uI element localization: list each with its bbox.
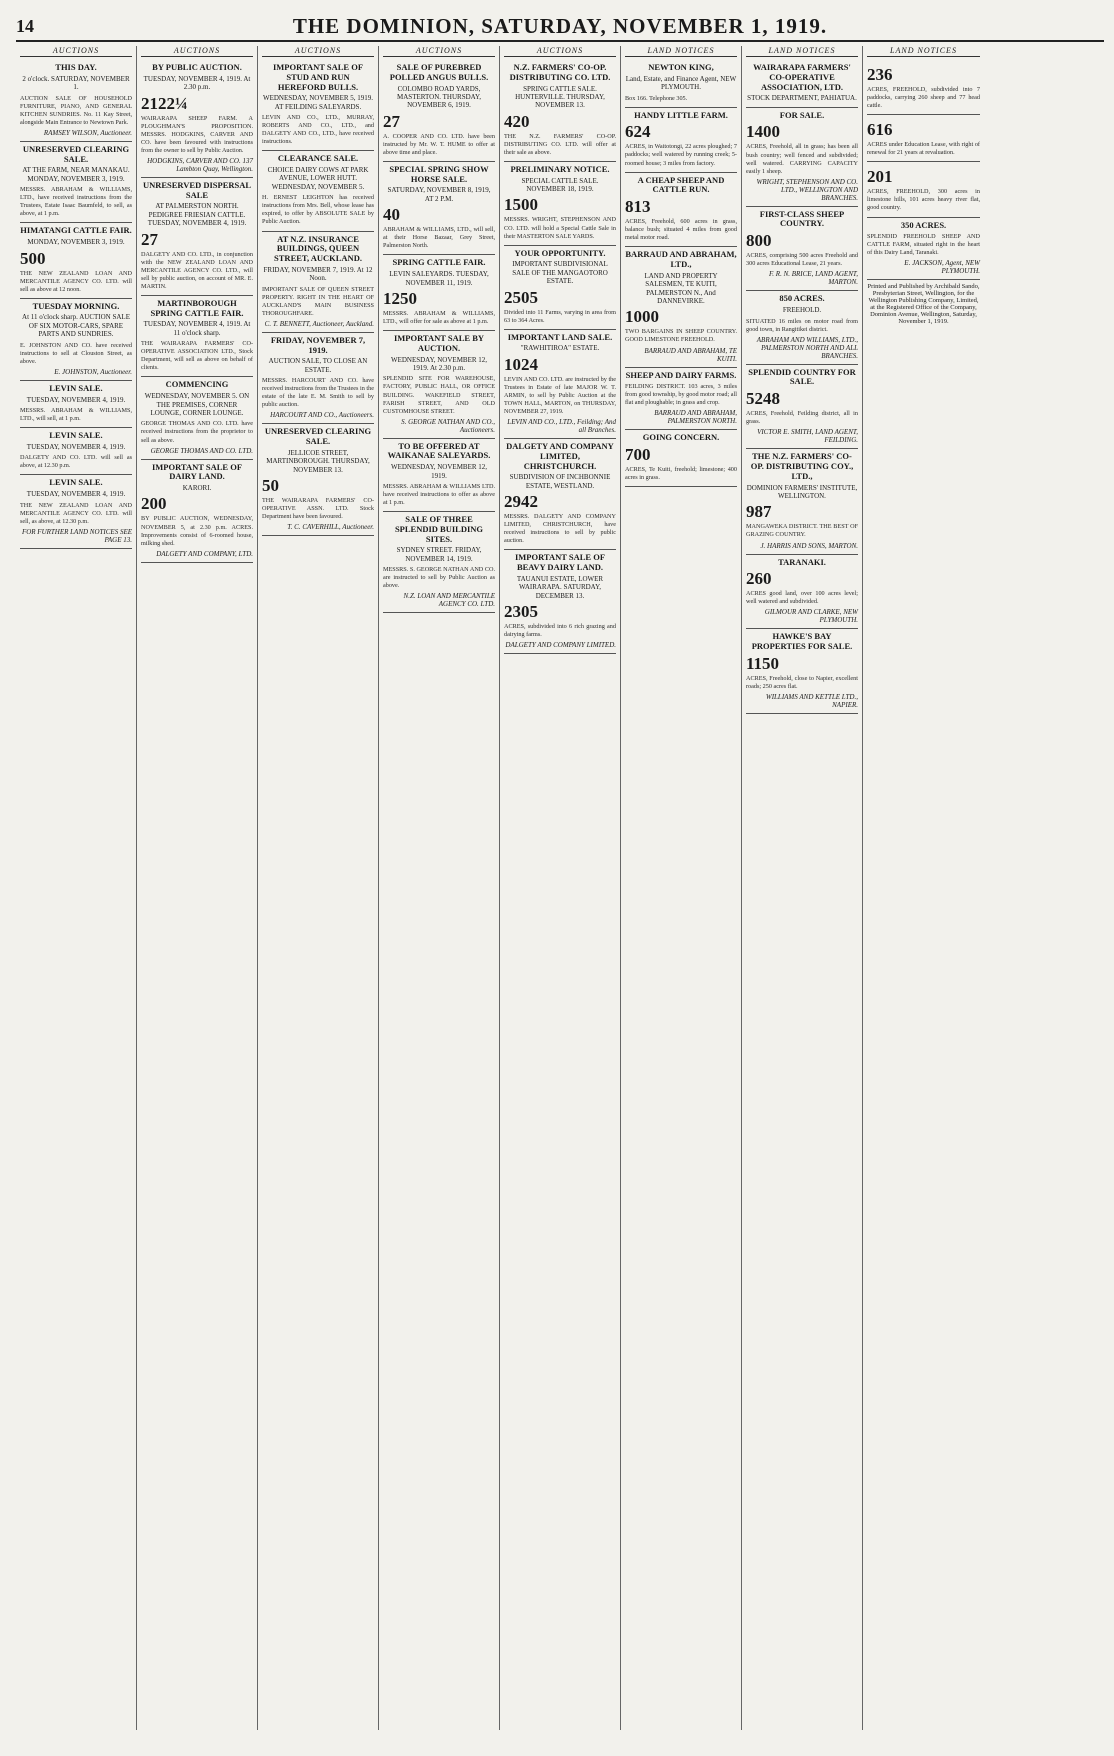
ad-body: MESSRS. DALGETY AND COMPANY LIMITED, CHRISTCHURCH, have received instructions to sell by public auction. (504, 513, 616, 545)
advertisement (383, 255, 495, 331)
ad-signature: BARRAUD AND ABRAHAM, PALMERSTON NORTH. (654, 409, 737, 426)
ad-title: TO BE OFFERED AT WAIKANAE SALEYARDS. (387, 440, 491, 461)
columns-container (16, 46, 1104, 1730)
ad-acreage: 420 (504, 111, 530, 131)
newspaper-title: THE DOMINION, SATURDAY, NOVEMBER 1, 1919. (292, 14, 828, 38)
ad-acreage: 2942 (504, 492, 538, 512)
ad-signature: DALGETY AND COMPANY, LTD. (156, 549, 253, 558)
ad-acreage: 260 (746, 569, 772, 589)
ad-body: LEVIN AND CO. LTD. are instructed by the Trustees in Estate of late MAJOR W. T. ARMIN, to sell by Public Auction at the TOWN HALL, MARTON, on THURSDAY, NOVEMBER 27, 1919. (504, 375, 616, 416)
ad-signature: T. C. CAVERHILL, Auctioneer. (287, 523, 374, 532)
imprint-footer: Printed and Published by Archibald Sando, Presbyterian Street, Wellington, for the Wellington Publishing Company, Limited, at the Registered Office of the Company, Dominion Avenue, Wellington, Saturday, November 1, 1919. (867, 283, 980, 326)
ad-subtitle: TAUANUI ESTATE, LOWER WAIRARAPA. SATURDAY, DECEMBER 13. (516, 575, 604, 600)
ad-title: HAWKE'S BAY PROPERTIES FOR SALE. (751, 631, 853, 652)
ad-signature: E. JACKSON, Agent, NEW PLYMOUTH. (904, 259, 980, 276)
ad-title: MARTINBOROUGH SPRING CATTLE FAIR. (150, 297, 244, 318)
ad-title: FIRST-CLASS SHEEP COUNTRY. (759, 208, 845, 229)
ad-acreage: 987 (746, 502, 772, 522)
ad-subtitle: SATURDAY, NOVEMBER 8, 1919, AT 2 P.M. (387, 186, 491, 203)
ad-title: DALGETY AND COMPANY LIMITED, CHRISTCHURCH. (506, 441, 614, 471)
column-4 (379, 46, 500, 1730)
ad-title: FOR SALE. (779, 109, 825, 120)
advertisement (746, 207, 858, 292)
ad-subtitle: TUESDAY, NOVEMBER 4, 1919. (26, 442, 126, 451)
ad-body: THE WAIRARAPA FARMERS' CO-OPERATIVE ASSOCIATION LTD., Stock Department, will sell as above on behalf of clients. (141, 340, 253, 372)
ad-acreage: 813 (625, 197, 651, 217)
ad-subtitle: COLOMBO ROAD YARDS, MASTERTON. THURSDAY, NOVEMBER 6, 1919. (397, 84, 481, 110)
ad-title: A CHEAP SHEEP AND CATTLE RUN. (637, 174, 725, 195)
advertisement (746, 291, 858, 364)
ad-body: LEVIN AND CO., LTD., MURRAY, ROBERTS AND CO., LTD., and DALGETY AND CO., LTD., have received instructions. (262, 114, 374, 146)
advertisement (20, 299, 132, 381)
ad-subtitle: WEDNESDAY, NOVEMBER 12, 1919. At 2.30 p.m. (390, 355, 488, 372)
ad-title: SPLENDID COUNTRY FOR SALE. (748, 366, 856, 387)
ad-subtitle: TUESDAY, NOVEMBER 4, 1919. At 2.30 p.m. (143, 74, 251, 92)
advertisement (746, 449, 858, 554)
ad-body: ACRES, comprising 500 acres Freehold and 300 acres Educational Lease, 21 years. (746, 252, 858, 268)
column-heading: AUCTIONS (504, 46, 616, 57)
ad-acreage: 700 (625, 445, 651, 465)
ad-subtitle: LAND AND PROPERTY SALESMEN, TE KUITI, PALMERSTON N., And DANNEVIRKE. (644, 271, 718, 305)
column-heading: AUCTIONS (141, 46, 253, 57)
ad-signature: BARRAUD AND ABRAHAM, TE KUITI. (644, 346, 737, 363)
ad-acreage: 1024 (504, 354, 538, 374)
ad-title: SALE OF THREE SPLENDID BUILDING SITES. (394, 514, 484, 544)
ad-body: ACRES good land, over 100 acres level; well watered and subdivided. (746, 590, 858, 606)
advertisement (262, 151, 374, 231)
ad-body: Divided into 11 Farms, varying in area from 63 to 364 Acres. (504, 308, 616, 324)
advertisement (867, 218, 980, 281)
advertisement (20, 475, 132, 548)
ad-body: THE NEW ZEALAND LOAN AND MERCANTILE AGENCY CO. LTD. will sell as above at 12 noon. (20, 269, 132, 293)
ad-acreage: 1150 (746, 653, 780, 673)
advertisement (504, 439, 616, 550)
ad-subtitle: FREEHOLD. (782, 306, 822, 315)
ad-title: THIS DAY. (55, 62, 97, 72)
ad-title: SALE OF PUREBRED POLLED ANGUS BULLS. (389, 62, 489, 82)
ad-title: SPECIAL SPRING SHOW HORSE SALE. (389, 163, 489, 184)
ad-acreage: 40 (383, 205, 400, 225)
ad-title: BARRAUD AND ABRAHAM, LTD., (625, 249, 737, 270)
ad-body: ACRES, Freehold, 600 acres in grass, balance bush; situated 4 miles from good metal motor road. (625, 218, 737, 242)
ad-acreage: 2122¼ (141, 93, 188, 113)
advertisement (504, 330, 616, 439)
ad-body: E. JOHNSTON AND CO. have received instructions to sell at Clouston Street, as above. (20, 341, 132, 365)
ad-acreage: 1250 (383, 288, 417, 308)
masthead (16, 14, 1104, 42)
ad-body: ACRES, in Waitotongi, 22 acres ploughed; 7 paddocks; well watered by running creek; 5-roomed house; 3 miles from factory. (625, 143, 737, 167)
ad-title: IMPORTANT SALE OF DAIRY LAND. (151, 461, 243, 482)
ad-body: IMPORTANT SALE OF QUEEN STREET PROPERTY. RIGHT IN THE HEART OF AUCKLAND'S MAIN BUSINESS THOROUGHFARE. (262, 285, 374, 317)
ad-body: MESSRS. ABRAHAM & WILLIAMS, LTD., will offer for sale as above at 1 p.m. (383, 309, 495, 325)
ad-acreage: 27 (141, 229, 158, 249)
column-7 (742, 46, 863, 1730)
ad-body: SPLENDID SITE FOR WAREHOUSE, FACTORY, PUBLIC HALL, OR OFFICE BUILDING. WAKEFIELD STREET, FARISH STREET, AND OLD CUSTOMHOUSE STREET. (383, 375, 495, 415)
ad-body: ACRES, subdivided into 6 rich grazing and dairying farms. (504, 623, 616, 639)
ad-title: HIMATANGI CATTLE FAIR. (20, 225, 132, 236)
ad-signature: GILMOUR AND CLARKE, NEW PLYMOUTH. (764, 608, 858, 625)
column-6 (621, 46, 742, 1730)
ad-body: THE NEW ZEALAND LOAN AND MERCANTILE AGENCY CO. LTD. will sell, as above, at 12.30 p.m. (20, 501, 132, 525)
ad-subtitle: TUESDAY, NOVEMBER 4, 1919. At 11 o'clock sharp. (143, 320, 251, 337)
advertisement (383, 439, 495, 513)
ad-signature: WILLIAMS AND KETTLE LTD., NAPIER. (765, 693, 858, 710)
ad-acreage: 201 (867, 167, 893, 187)
ad-title: AT N.Z. INSURANCE BUILDINGS, QUEEN STREET, AUCKLAND. (274, 233, 362, 264)
ad-acreage: 616 (867, 120, 893, 140)
ad-body: THE WAIRARAPA FARMERS' CO-OPERATIVE ASSN. LTD. Stock Department have been favoured. (262, 497, 374, 521)
ad-signature: F. R. N. BRICE, LAND AGENT, MARTON. (768, 270, 858, 287)
ad-signature: E. JOHNSTON, Auctioneer. (54, 367, 132, 376)
ad-body: MESSRS. S. GEORGE NATHAN AND CO. are instructed to sell by Public Auction as above. (383, 566, 495, 590)
ad-title: COMMENCING (165, 379, 229, 390)
advertisement (867, 60, 980, 115)
advertisement (141, 178, 253, 296)
ad-title: PRELIMINARY NOTICE. (510, 163, 610, 174)
advertisement (20, 223, 132, 298)
ad-acreage: 50 (262, 476, 279, 496)
ad-subtitle: WEDNESDAY, NOVEMBER 5. ON THE PREMISES, CORNER LOUNGE, CORNER LOUNGE. (144, 392, 250, 417)
advertisement (746, 365, 858, 450)
ad-title: HANDY LITTLE FARM. (634, 109, 728, 120)
ad-title: IMPORTANT SALE OF BEAVY DAIRY LAND. (514, 552, 606, 573)
ad-title: 850 ACRES. (779, 293, 825, 304)
ad-title: IMPORTANT SALE OF STUD AND RUN HEREFORD BULLS. (272, 62, 364, 92)
ad-title: LEVIN SALE. (49, 477, 103, 488)
ad-body: ABRAHAM & WILLIAMS, LTD., will sell, at their Horse Bazaar, Grey Street, Palmerston North. (383, 226, 495, 250)
ad-body: MESSRS. ABRAHAM & WILLIAMS LTD. have received instructions to offer as above at 1 p.m. (383, 483, 495, 507)
ad-signature: ABRAHAM AND WILLIAMS, LTD., PALMERSTON NORTH AND ALL BRANCHES. (756, 335, 858, 360)
advertisement (867, 162, 980, 217)
ad-signature: J. HARRIS AND SONS, MARTON. (760, 541, 858, 550)
advertisement (20, 428, 132, 475)
ad-title: TARANAKI. (778, 556, 826, 567)
ad-title: N.Z. FARMERS' CO-OP. DISTRIBUTING CO. LTD. (509, 62, 611, 82)
ad-body: MESSRS. HARCOURT AND CO. have received instructions from the Trustees in the estate of the late E. M. Smith to sell by public auction. (262, 377, 374, 409)
ad-acreage: 236 (867, 65, 893, 84)
ad-subtitle: JELLICOE STREET, MARTINBOROUGH. THURSDAY, NOVEMBER 13. (266, 448, 370, 474)
ad-title: BY PUBLIC AUCTION. (152, 62, 242, 72)
ad-signature: GEORGE THOMAS AND CO. LTD. (150, 446, 253, 455)
ad-subtitle: FRIDAY, NOVEMBER 7, 1919. At 12 Noon. (263, 265, 373, 283)
advertisement (625, 108, 737, 173)
ad-title: LEVIN SALE. (49, 382, 103, 393)
advertisement (383, 331, 495, 439)
advertisement (20, 142, 132, 224)
column-heading: AUCTIONS (262, 46, 374, 57)
ad-subtitle: DOMINION FARMERS' INSTITUTE, WELLINGTON. (746, 483, 858, 500)
ad-subtitle: LEVIN SALEYARDS. TUESDAY, NOVEMBER 11, 1919. (389, 270, 489, 287)
ad-body: GEORGE THOMAS AND CO. LTD. have received instructions from the proprietor to sell as above. (141, 420, 253, 444)
advertisement (141, 296, 253, 378)
ad-title: LEVIN SALE. (49, 430, 103, 441)
ad-subtitle: CHOICE DAIRY COWS AT PARK AVENUE, LOWER HUTT. WEDNESDAY, NOVEMBER 5. (267, 166, 369, 191)
advertisement (625, 430, 737, 487)
ad-title: UNRESERVED DISPERSAL SALE (142, 179, 252, 200)
advertisement (262, 232, 374, 333)
column-heading: LAND NOTICES (625, 46, 737, 57)
ad-title: THE N.Z. FARMERS' CO-OP. DISTRIBUTING COY., LTD., (750, 451, 854, 481)
ad-acreage: 624 (625, 122, 651, 142)
advertisement (383, 162, 495, 256)
ad-signature: HARCOURT AND CO., Auctioneers. (270, 411, 374, 420)
ad-subtitle: 2 o'clock. SATURDAY, NOVEMBER 1. (22, 74, 130, 92)
ad-body: SPLENDID FREEHOLD SHEEP AND CATTLE FARM, situated right in the heart of this Dairy Land, Taranaki. (867, 233, 980, 257)
column-heading: LAND NOTICES (746, 46, 858, 57)
ad-subtitle: Land, Estate, and Finance Agent, NEW PLYMOUTH. (625, 74, 737, 92)
ad-body: FEILDING DISTRICT. 103 acres, 3 miles from good township, by good motor road; all flat and ploughable; in grass and crop. (625, 383, 737, 407)
ad-body: A. COOPER AND CO. LTD. have been instructed by Mr. W. T. HUME to offer at above time and place. (383, 132, 495, 156)
column-3 (258, 46, 379, 1730)
ad-body: ACRES under Education Lease, with right of renewal for 21 years at revaluation. (867, 141, 980, 157)
ad-subtitle: WEDNESDAY, NOVEMBER 12, 1919. (390, 463, 488, 480)
column-8 (863, 46, 984, 1730)
ad-title: 350 ACRES. (900, 219, 947, 230)
ad-body: H. ERNEST LEIGHTON has received instructions from Mrs. Bell, whose lease has expired, to offer by ABSOLUTE SALE by Public Auction. (262, 194, 374, 226)
advertisement (141, 377, 253, 459)
ad-acreage: 2305 (504, 602, 538, 622)
advertisement (504, 162, 616, 246)
ad-title: UNRESERVED CLEARING SALE. (22, 143, 130, 164)
ad-title: CLEARANCE SALE. (277, 153, 359, 164)
advertisement (141, 60, 253, 178)
ad-title: IMPORTANT LAND SALE. (507, 331, 613, 342)
ad-body: MESSRS. ABRAHAM & WILLIAMS, LTD., have received instructions from the Trustees, Estate Isaac Baumfeld, to sell, as above, at 1 p.m. (20, 186, 132, 218)
ad-signature: FOR FURTHER LAND NOTICES SEE PAGE 13. (21, 527, 132, 544)
ad-subtitle: SPECIAL CATTLE SALE. NOVEMBER 18, 1919. (521, 176, 599, 194)
ad-title: YOUR OPPORTUNITY. (514, 247, 606, 258)
page-number: 14 (16, 16, 34, 36)
ad-body: MANGAWEKA DISTRICT. THE BEST OF GRAZING COUNTRY. (746, 523, 858, 539)
ad-body: ACRES, Freehold, close to Napier, excellent roads; 250 acres flat. (746, 674, 858, 690)
ad-signature: DALGETY AND COMPANY LIMITED. (505, 641, 616, 650)
ad-subtitle: "RAWHITIROA" ESTATE. (520, 344, 600, 353)
ad-body: ACRES, FREEHOLD, 300 acres in limestone hills, 101 acres heavy river flat, good country. (867, 188, 980, 212)
ad-acreage: 27 (383, 111, 400, 131)
advertisement (625, 247, 737, 367)
ad-signature: HODGKINS, CARVER AND CO. 137 Lambton Quay, Wellington. (147, 156, 253, 173)
ad-subtitle: STOCK DEPARTMENT, PAHIATUA. (747, 94, 857, 103)
ad-title: SPRING CATTLE FAIR. (392, 257, 486, 268)
column-1 (16, 46, 137, 1730)
ad-body: BY PUBLIC AUCTION, WEDNESDAY, NOVEMBER 5, at 2.30 p.m. ACRES. Improvements consist of 6-roomed house, milking shed. (141, 515, 253, 547)
ad-title: NEWTON KING, (648, 62, 714, 72)
ad-body: Box 166. Telephone 305. (625, 94, 688, 102)
ad-subtitle: KARORI. (182, 484, 212, 493)
ad-signature: RAMSEY WILSON, Auctioneer. (43, 128, 132, 137)
ad-subtitle: WEDNESDAY, NOVEMBER 5, 1919. AT FEILDING SALEYARDS. (262, 94, 374, 111)
advertisement (141, 460, 253, 563)
ad-title: TUESDAY MORNING. (32, 300, 120, 311)
ad-body: ACRES, Te Kuiti, freehold; limestone; 400 acres in grass. (625, 466, 737, 482)
ad-subtitle: TUESDAY, NOVEMBER 4, 1919. (26, 490, 126, 499)
ad-acreage: 1500 (504, 195, 538, 215)
ad-acreage: 500 (20, 248, 46, 268)
advertisement (746, 108, 858, 207)
ad-body: MESSRS. WRIGHT, STEPHENSON AND CO. LTD. will hold a Special Cattle Sale in their MASTERTON SALE YARDS. (504, 216, 616, 240)
ad-body: WAIRARAPA SHEEP FARM. A PLOUGHMAN'S PROPOSITION. MESSRS. HODGKINS, CARVER AND CO. have been favoured with instructions from the owner to sell by Public Auction. (141, 114, 253, 154)
ad-body: ACRES, FREEHOLD, subdivided into 7 paddocks, carrying 260 sheep and 77 head cattle. (867, 86, 980, 110)
ad-signature: WRIGHT, STEPHENSON AND CO. LTD., WELLINGTON AND BRANCHES. (756, 177, 858, 202)
advertisement (262, 60, 374, 151)
ad-subtitle: SUBDIVISION OF INCHBONNIE ESTATE, WESTLAND. (509, 473, 611, 490)
ad-body: ACRES, Freehold, Feilding district, all in grass. (746, 410, 858, 426)
ad-title: WAIRARAPA FARMERS' CO-OPERATIVE ASSOCIATION, LTD. (753, 62, 851, 92)
column-heading: AUCTIONS (20, 46, 132, 57)
ad-acreage: 1000 (625, 307, 659, 327)
ad-subtitle: AT PALMERSTON NORTH. PEDIGREE FRIESIAN CATTLE. TUESDAY, NOVEMBER 4, 1919. (147, 202, 247, 228)
advertisement (504, 550, 616, 654)
ad-title: SHEEP AND DAIRY FARMS. (625, 369, 737, 380)
ad-body: MESSRS. ABRAHAM & WILLIAMS, LTD., will sell, at 1 p.m. (20, 406, 132, 423)
ad-signature: VICTOR E. SMITH, LAND AGENT, FEILDING. (757, 428, 858, 445)
ad-acreage: 1400 (746, 122, 780, 142)
ad-acreage: 200 (141, 494, 167, 514)
ad-title: IMPORTANT SALE BY AUCTION. (393, 333, 485, 353)
advertisement (746, 555, 858, 630)
advertisement (867, 115, 980, 162)
ad-subtitle: IMPORTANT SUBDIVISIONAL SALE OF THE MANGAOTORO ESTATE. (512, 260, 608, 286)
ad-body: AUCTION SALE OF HOUSEHOLD FURNITURE, PIANO, AND GENERAL KITCHEN SUNDRIES. No. 11 Kay Street, alongside Main Entrance to Newtown Park. (20, 94, 132, 126)
advertisement (262, 333, 374, 425)
ad-subtitle: SYDNEY STREET. FRIDAY, NOVEMBER 14, 1919. (396, 546, 482, 563)
advertisement (262, 424, 374, 536)
column-heading: LAND NOTICES (867, 46, 980, 57)
advertisement (625, 173, 737, 248)
ad-signature: C. T. BENNETT, Auctioneer, Auckland. (264, 319, 374, 328)
ad-title: FRIDAY, NOVEMBER 7, 1919. (270, 334, 366, 355)
ad-acreage: 800 (746, 231, 772, 251)
ad-subtitle: SPRING CATTLE SALE. HUNTERVILLE. THURSDAY, NOVEMBER 13. (515, 84, 605, 110)
advertisement (504, 246, 616, 330)
ad-title: GOING CONCERN. (642, 432, 720, 443)
ad-body: TWO BARGAINS IN SHEEP COUNTRY. GOOD LIMESTONE FREEHOLD. (625, 328, 737, 344)
ad-body: ACRES, Freehold, all in grass; has been all bush country; well fenced and subdivided; well watered. CARRYING CAPACITY easily 1 sheep. (746, 143, 858, 175)
column-heading: AUCTIONS (383, 46, 495, 57)
column-2 (137, 46, 258, 1730)
advertisement (20, 381, 132, 428)
ad-subtitle: AUCTION SALE, TO CLOSE AN ESTATE. (268, 357, 368, 374)
ad-signature: S. GEORGE NATHAN AND CO., Auctioneers. (401, 417, 495, 434)
advertisement (625, 60, 737, 108)
ad-subtitle: TUESDAY, NOVEMBER 4, 1919. (26, 395, 126, 404)
ad-body: DALGETY AND CO. LTD., in conjunction with the NEW ZEALAND LOAN AND MERCANTILE AGENCY CO. LTD., will sell by public auction, on account of MR. E. MARTIN. (141, 250, 253, 290)
advertisement (746, 629, 858, 714)
ad-acreage: 2505 (504, 287, 538, 307)
ad-signature: LEVIN AND CO., LTD., Feilding; And all Branches. (507, 418, 616, 435)
ad-subtitle: AT THE FARM, NEAR MANAKAU. MONDAY, NOVEMBER 3, 1919. (22, 166, 130, 183)
advertisement (20, 60, 132, 142)
advertisement (746, 60, 858, 108)
ad-subtitle: MONDAY, NOVEMBER 3, 1919. (27, 238, 125, 247)
ad-body: THE N.Z. FARMERS' CO-OP. DISTRIBUTING CO. LTD. will offer at their sale as above. (504, 132, 616, 156)
advertisement (625, 368, 737, 431)
ad-signature: N.Z. LOAN AND MERCANTILE AGENCY CO. LTD. (403, 592, 495, 609)
column-5 (500, 46, 621, 1730)
advertisement (504, 60, 616, 162)
advertisement (383, 60, 495, 162)
ad-acreage: 5248 (746, 389, 780, 409)
advertisement (383, 512, 495, 613)
ad-title: UNRESERVED CLEARING SALE. (264, 426, 372, 447)
ad-body: SITUATED 16 miles on motor road from good town, in Rangitikei district. (746, 317, 858, 333)
ad-body: DALGETY AND CO. LTD. will sell as above, at 12.30 p.m. (20, 454, 132, 470)
ad-subtitle: At 11 o'clock sharp. AUCTION SALE OF SIX MOTOR-CARS, SPARE PARTS AND SUNDRIES. (22, 313, 130, 339)
